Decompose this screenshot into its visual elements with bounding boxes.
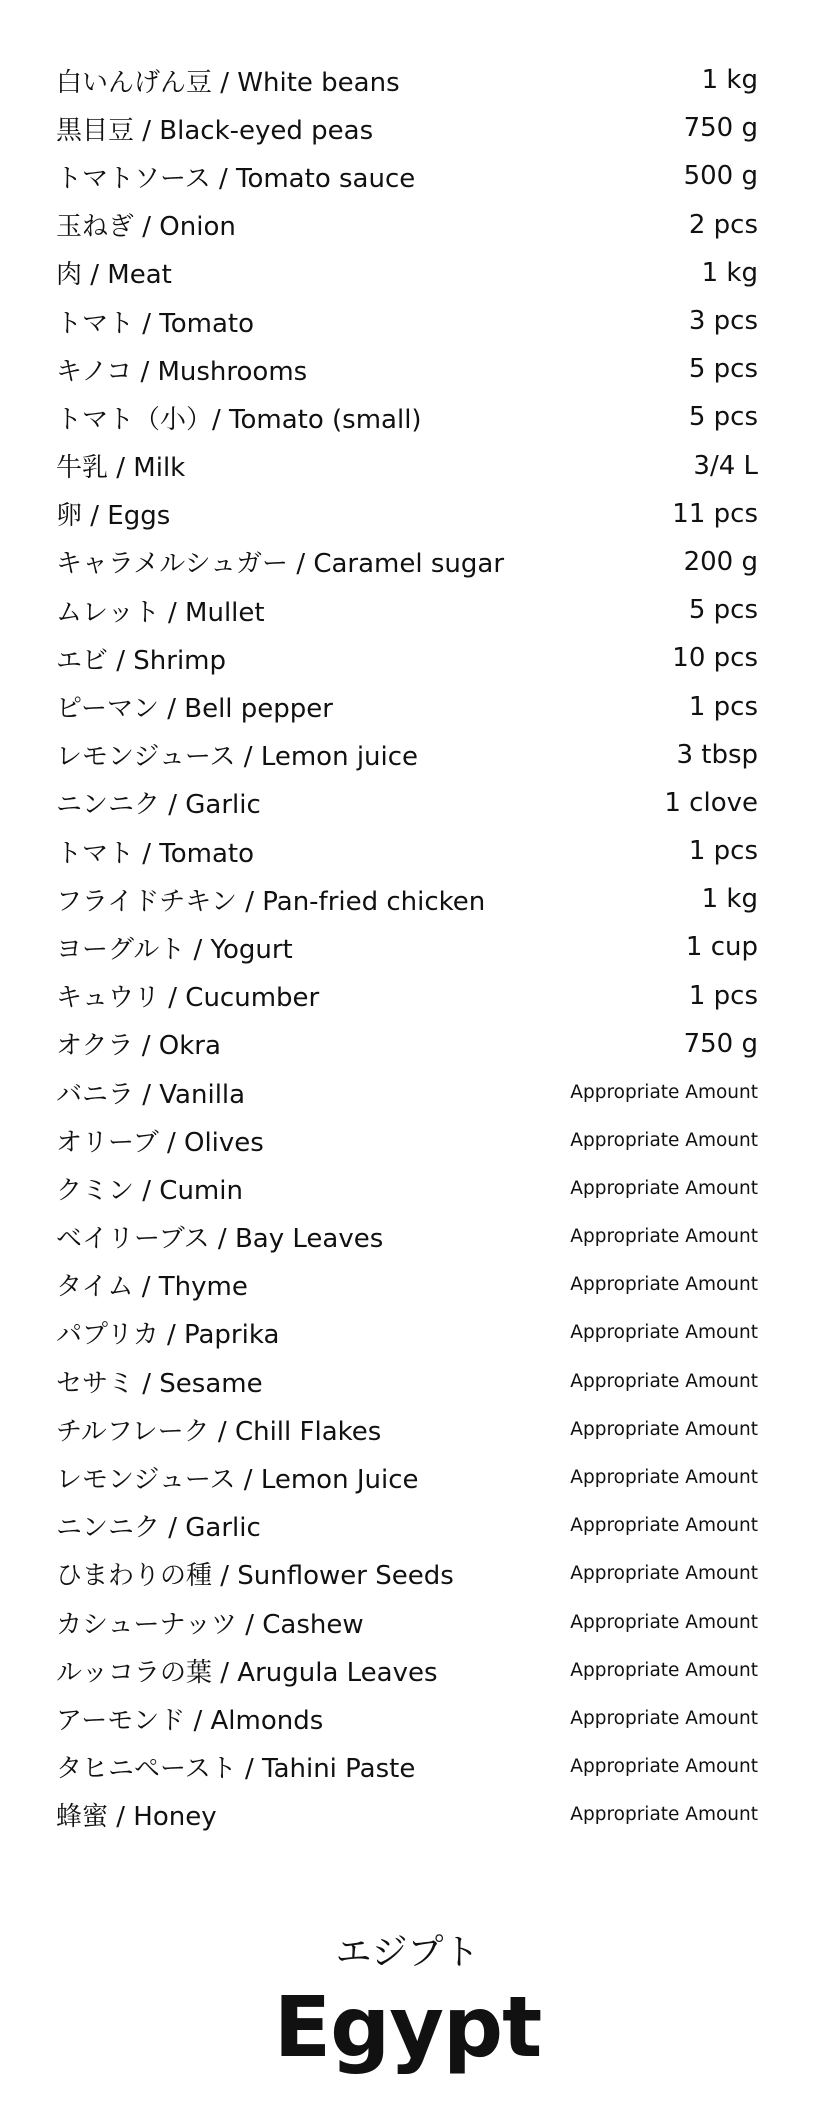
ingredient-quantity: 5 pcs xyxy=(688,595,758,626)
ingredient-name: ひまわりの種 / Sunflower Seeds xyxy=(56,1561,454,1592)
ingredient-row xyxy=(56,827,758,875)
ingredient-row xyxy=(56,56,758,104)
ingredient-list xyxy=(56,56,758,1839)
ingredient-name: タヒニペースト / Tahini Paste xyxy=(56,1754,416,1785)
ingredient-row xyxy=(56,972,758,1020)
ingredient-row xyxy=(56,1743,758,1791)
ingredient-name: トマト / Tomato xyxy=(56,838,255,869)
ingredient-quantity: Appropriate Amount xyxy=(570,1804,758,1826)
ingredient-row xyxy=(56,731,758,779)
ingredient-row xyxy=(56,586,758,634)
ingredient-row xyxy=(56,1453,758,1501)
ingredient-row xyxy=(56,1405,758,1453)
ingredient-row xyxy=(56,1213,758,1261)
ingredient-name: チルフレーク / Chill Flakes xyxy=(56,1416,382,1447)
ingredient-name: 牛乳 / Milk xyxy=(56,453,186,484)
ingredient-quantity: Appropriate Amount xyxy=(570,1659,758,1681)
ingredient-name: 肉 / Meat xyxy=(56,260,172,291)
ingredient-quantity: 1 kg xyxy=(701,884,758,915)
ingredient-row xyxy=(56,779,758,827)
ingredient-quantity: 11 pcs xyxy=(672,498,758,529)
ingredient-row xyxy=(56,1020,758,1068)
ingredient-name: タイム / Thyme xyxy=(56,1272,248,1303)
ingredient-row xyxy=(56,1646,758,1694)
ingredient-row xyxy=(56,442,758,490)
ingredient-name: レモンジュース / Lemon Juice xyxy=(56,1465,419,1496)
ingredient-quantity: Appropriate Amount xyxy=(570,1611,758,1633)
ingredient-name: 白いんげん豆 / White beans xyxy=(56,67,400,98)
ingredient-row xyxy=(56,104,758,152)
ingredient-quantity: Appropriate Amount xyxy=(570,1322,758,1344)
ingredient-name: フライドチキン / Pan-fried chicken xyxy=(56,886,486,917)
ingredient-name: 卵 / Eggs xyxy=(56,501,171,532)
ingredient-quantity: Appropriate Amount xyxy=(570,1563,758,1585)
ingredient-row xyxy=(56,1116,758,1164)
ingredient-row xyxy=(56,682,758,730)
ingredient-quantity: Appropriate Amount xyxy=(570,1418,758,1440)
ingredient-name: トマト（小）/ Tomato (small) xyxy=(56,404,422,435)
ingredient-quantity: Appropriate Amount xyxy=(570,1515,758,1537)
ingredient-row xyxy=(56,538,758,586)
ingredient-name: トマト / Tomato xyxy=(56,308,255,339)
ingredient-row xyxy=(56,1598,758,1646)
ingredient-name: キュウリ / Cucumber xyxy=(56,983,320,1014)
ingredient-quantity: 5 pcs xyxy=(688,354,758,385)
ingredient-quantity: Appropriate Amount xyxy=(570,1467,758,1489)
ingredient-row xyxy=(56,1068,758,1116)
ingredient-name: ニンニク / Garlic xyxy=(56,1513,261,1544)
ingredient-quantity: 500 g xyxy=(683,161,758,192)
ingredient-quantity: 3 tbsp xyxy=(676,739,758,770)
ingredient-quantity: Appropriate Amount xyxy=(570,1274,758,1296)
ingredient-row xyxy=(56,634,758,682)
ingredient-name: バニラ / Vanilla xyxy=(56,1079,246,1110)
ingredient-name: ニンニク / Garlic xyxy=(56,790,261,821)
ingredient-quantity: 3/4 L xyxy=(693,450,758,481)
ingredient-quantity: 5 pcs xyxy=(688,402,758,433)
ingredient-row xyxy=(56,249,758,297)
ingredient-row xyxy=(56,1694,758,1742)
ingredient-quantity: 1 cup xyxy=(685,932,758,963)
ingredient-name: クミン / Cumin xyxy=(56,1175,243,1206)
ingredient-name: ルッコラの葉 / Arugula Leaves xyxy=(56,1657,438,1688)
ingredient-row xyxy=(56,297,758,345)
ingredient-quantity: Appropriate Amount xyxy=(570,1081,758,1103)
ingredient-name: 蜂蜜 / Honey xyxy=(56,1802,217,1833)
ingredient-quantity: Appropriate Amount xyxy=(570,1177,758,1199)
ingredient-row xyxy=(56,1357,758,1405)
country-name-japanese: エジプト xyxy=(335,1932,480,1973)
ingredient-quantity: Appropriate Amount xyxy=(570,1129,758,1151)
ingredient-name: レモンジュース / Lemon juice xyxy=(56,742,419,773)
ingredient-row xyxy=(56,875,758,923)
ingredient-quantity: 3 pcs xyxy=(688,306,758,337)
ingredient-quantity: 2 pcs xyxy=(688,209,758,240)
ingredient-quantity: 1 clove xyxy=(664,787,758,818)
ingredient-row xyxy=(56,490,758,538)
ingredient-quantity: 1 kg xyxy=(701,257,758,288)
ingredient-name: アーモンド / Almonds xyxy=(56,1705,324,1736)
ingredient-name: パプリカ / Paprika xyxy=(56,1320,280,1351)
ingredient-row xyxy=(56,923,758,971)
ingredient-quantity: 1 pcs xyxy=(688,836,758,867)
ingredient-row xyxy=(56,393,758,441)
ingredient-name: キノコ / Mushrooms xyxy=(56,356,308,387)
ingredient-row xyxy=(56,1164,758,1212)
ingredient-name: ヨーグルト / Yogurt xyxy=(56,934,293,965)
ingredient-row xyxy=(56,1502,758,1550)
ingredient-quantity: 750 g xyxy=(683,113,758,144)
ingredient-quantity: Appropriate Amount xyxy=(570,1756,758,1778)
ingredient-quantity: 10 pcs xyxy=(672,643,758,674)
ingredient-quantity: 1 kg xyxy=(701,65,758,96)
ingredient-quantity: Appropriate Amount xyxy=(570,1707,758,1729)
ingredient-name: キャラメルシュガー / Caramel sugar xyxy=(56,549,505,580)
ingredient-name: 黒目豆 / Black-eyed peas xyxy=(56,115,374,146)
ingredient-row xyxy=(56,1550,758,1598)
ingredient-quantity: Appropriate Amount xyxy=(570,1370,758,1392)
ingredient-name: カシューナッツ / Cashew xyxy=(56,1609,364,1640)
ingredient-row xyxy=(56,345,758,393)
ingredient-row xyxy=(56,1309,758,1357)
ingredient-name: オリーブ / Olives xyxy=(56,1127,264,1158)
ingredient-name: トマトソース / Tomato sauce xyxy=(56,163,416,194)
ingredient-row xyxy=(56,1791,758,1839)
ingredient-name: ベイリーブス / Bay Leaves xyxy=(56,1224,384,1255)
ingredient-row xyxy=(56,201,758,249)
ingredient-name: エビ / Shrimp xyxy=(56,645,227,676)
ingredient-row xyxy=(56,152,758,200)
ingredient-quantity: 200 g xyxy=(683,546,758,577)
ingredient-quantity: 1 pcs xyxy=(688,691,758,722)
ingredient-name: オクラ / Okra xyxy=(56,1031,221,1062)
ingredient-name: 玉ねぎ / Onion xyxy=(56,212,236,243)
ingredient-row xyxy=(56,1261,758,1309)
ingredient-name: ムレット / Mullet xyxy=(56,597,265,628)
ingredient-name: セサミ / Sesame xyxy=(56,1368,263,1399)
ingredient-quantity: 1 pcs xyxy=(688,980,758,1011)
ingredient-quantity: Appropriate Amount xyxy=(570,1226,758,1248)
ingredient-name: ピーマン / Bell pepper xyxy=(56,694,333,725)
ingredient-quantity: 750 g xyxy=(683,1028,758,1059)
country-name: Egypt xyxy=(273,1978,542,2076)
